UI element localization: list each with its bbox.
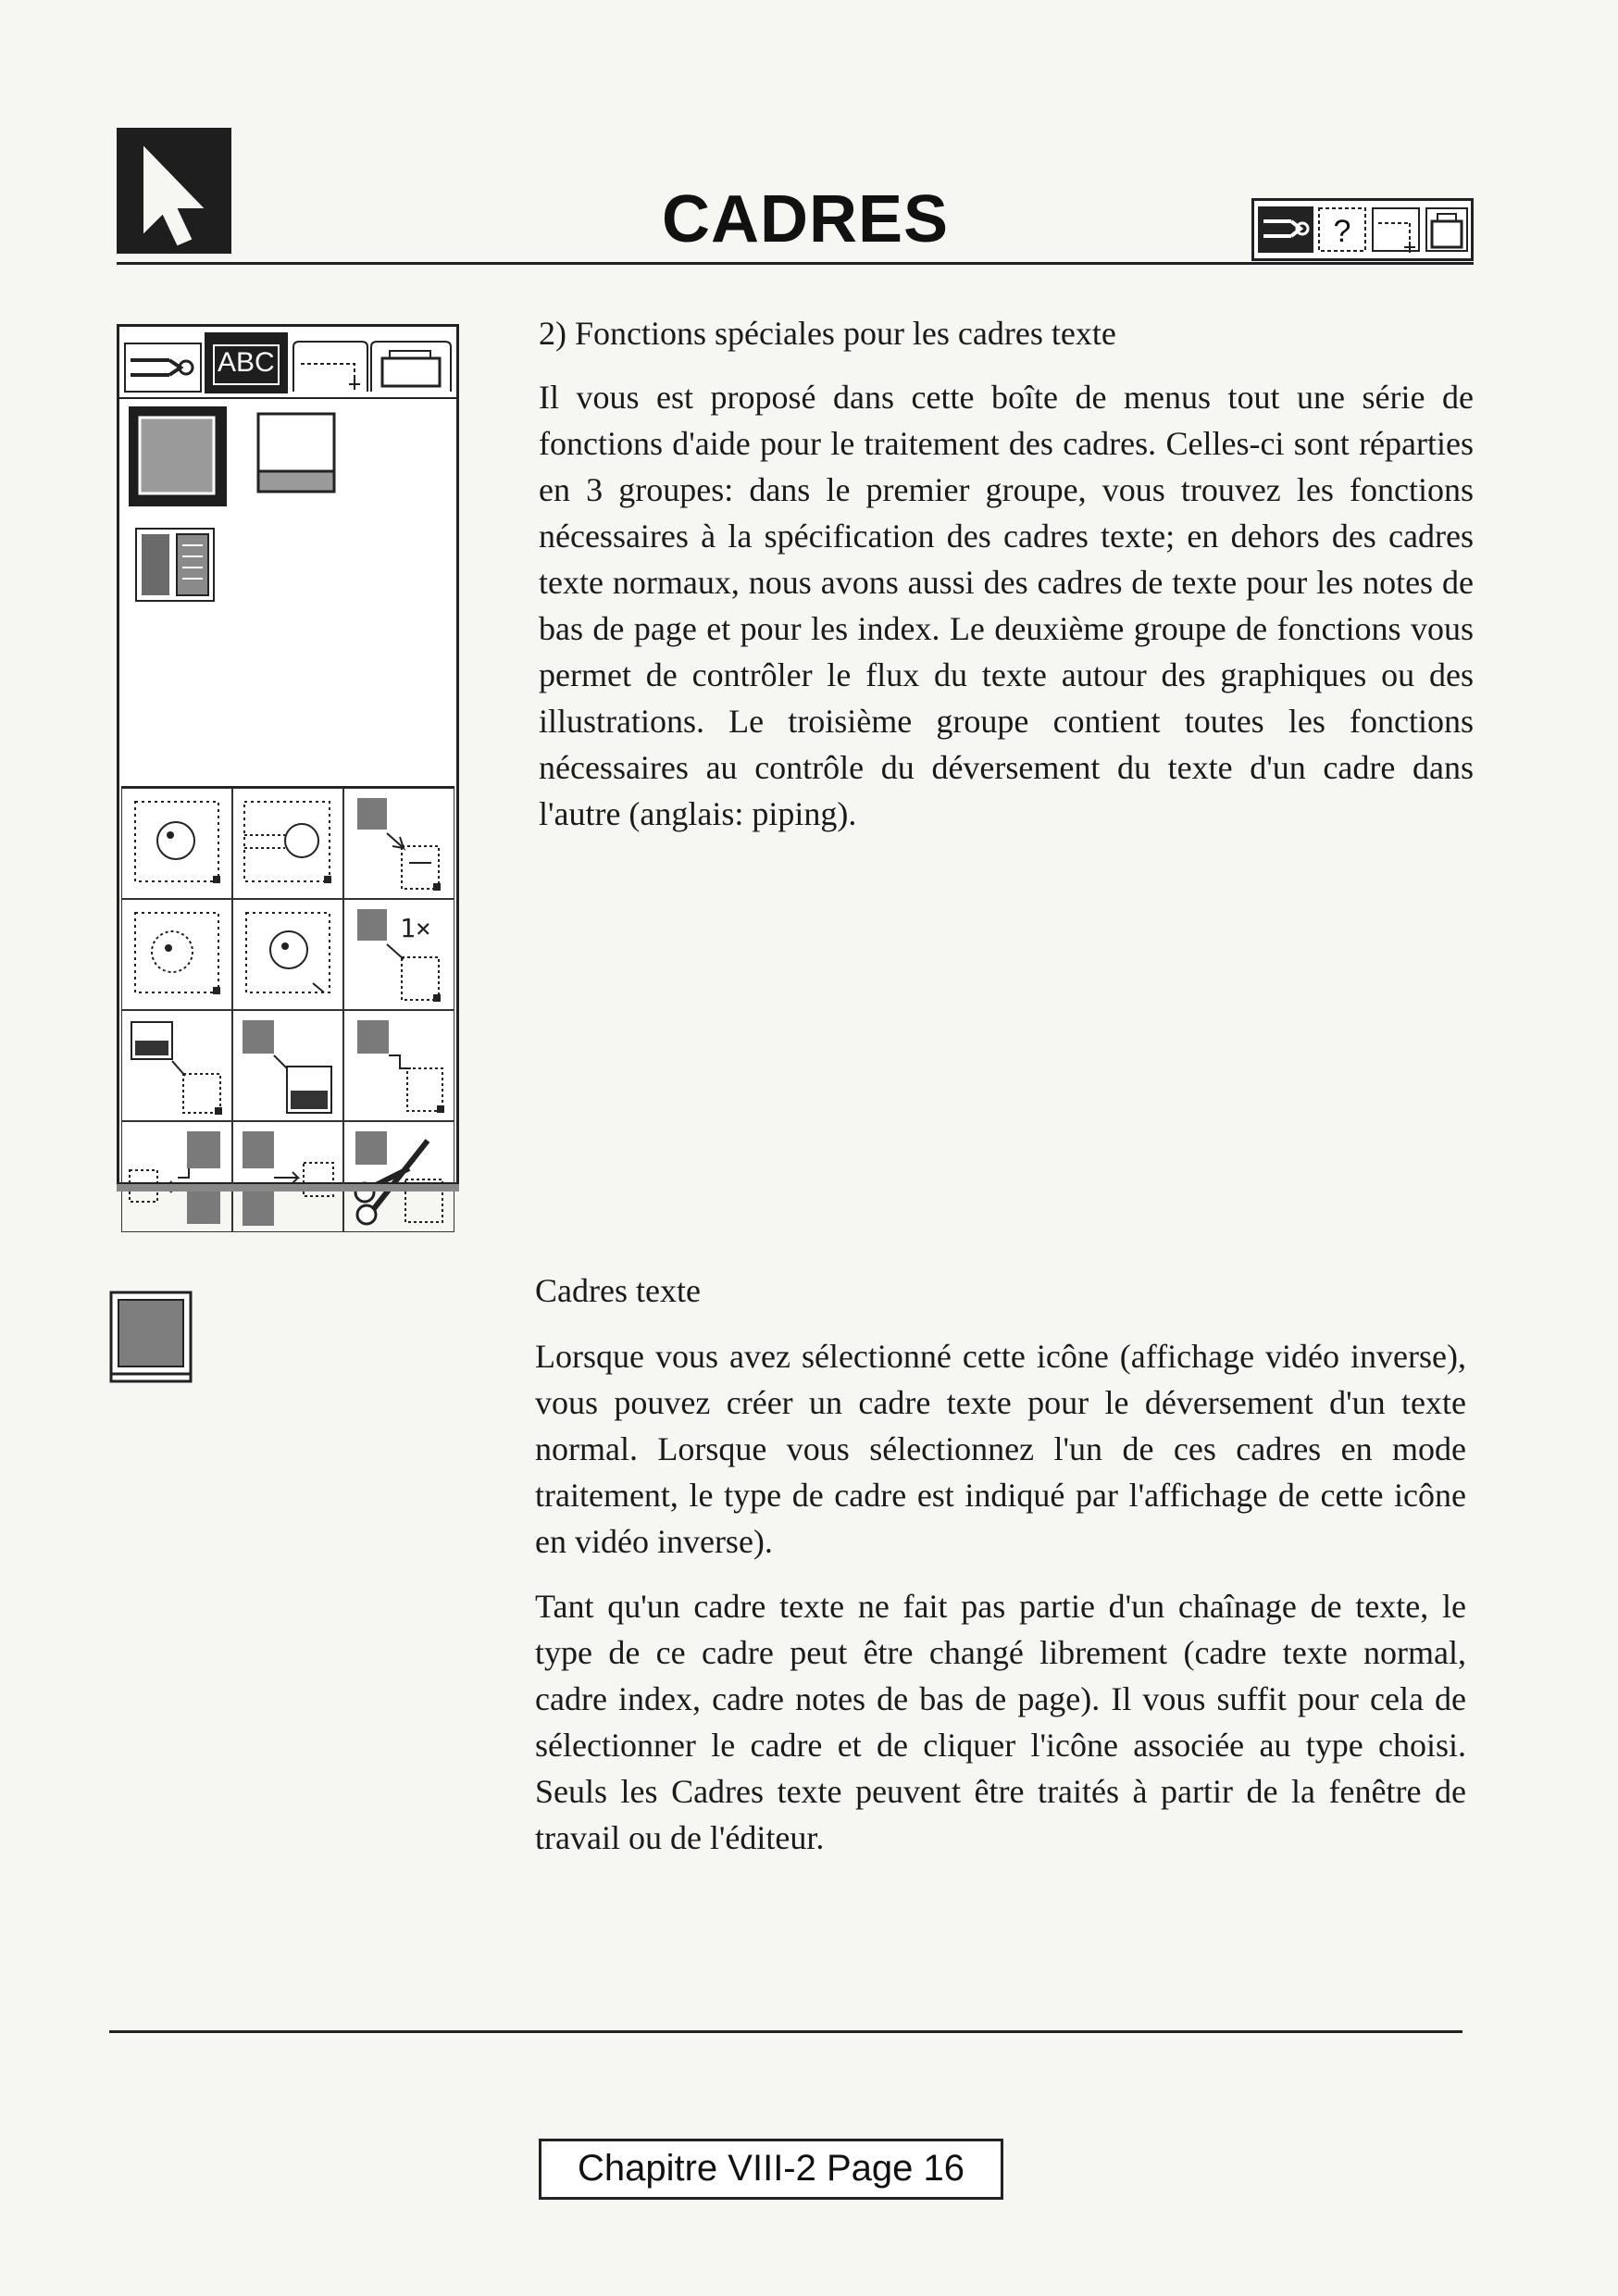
pipe-into-button[interactable] [121, 1121, 232, 1232]
tool-grid [121, 786, 454, 1177]
index-frame-icon[interactable] [136, 529, 214, 601]
section-heading-special-functions: 2) Fonctions spéciales pour les cadres texte [539, 315, 1116, 352]
tab-frame-icon[interactable] [293, 342, 367, 392]
palette-bottom-edge [117, 1184, 459, 1192]
flow-step-button[interactable] [343, 1010, 454, 1121]
tab-text-label: ABC [218, 347, 275, 378]
pipe-out-button[interactable] [232, 1121, 343, 1232]
normal-text-frame-icon[interactable] [129, 406, 227, 506]
normal-text-frame-icon [107, 1289, 194, 1385]
text-frame-palette [117, 324, 459, 1185]
footnote-frame-icon[interactable] [258, 414, 334, 492]
help-icon: ? [1333, 214, 1351, 249]
page-title: CADRES [661, 182, 950, 256]
link-frame-reverse-button[interactable] [232, 1010, 343, 1121]
piping-count-label: 1× [400, 913, 431, 943]
section-body-text-frames-2: Tant qu'un cadre texte ne fait pas partie d'un chaînage de texte, le type de ce cadre peut être changé librement (cadre texte normal, cadre index, cadre notes de bas de page). Il vous suffit pour cela de sélectionner le cadre et de cliquer l'icône associée au type choisi. Seuls les Cadres texte peuvent être traités à partir de la fenêtre de travail ou de l'éditeur. [535, 1588, 1466, 1856]
pointer-tool-icon [117, 128, 231, 254]
tab-pipe-icon[interactable] [125, 343, 201, 392]
section-body-special-functions: Il vous est proposé dans cette boîte de menus tout une série de fonctions d'aide pour le traitement des cadres. Celles-ci sont réparties en 3 groupes: dans le premier groupe, vous trouvez les fonctions nécessaires à la spécification des cadres texte; en dehors des cadres texte normaux, nous avons aussi des cadres de texte pour les notes de bas de page et pour les index. Le deuxième groupe de fonctions vous permet de contrôler le flux du texte autour des graphiques ou des illustrations. Le troisième groupe contient toutes les fonctions nécessaires au contrôle du déversement du texte d'un cadre dans l'autre (anglais: piping). [539, 379, 1474, 832]
wrap-contour-button[interactable] [121, 899, 232, 1010]
flow-next-frame-button[interactable] [343, 788, 454, 899]
link-frame-button[interactable] [121, 1010, 232, 1121]
footer-rule [109, 2030, 1462, 2033]
flow-once-button[interactable] [343, 899, 454, 1010]
section-body-text-frames-1: Lorsque vous avez sélectionné cette icône (affichage vidéo inverse), vous pouvez créer un cadre texte pour le déversement d'un texte normal. Lorsque vous sélectionnez l'un de ces cadres en mode traitement, le type de cadre est indiqué par l'affichage de cette icône en vidéo inverse). [535, 1338, 1466, 1560]
wrap-around-graphic-button[interactable] [121, 788, 232, 899]
tab-box-icon[interactable] [371, 342, 451, 392]
palette-tabs [119, 327, 456, 399]
cut-pipe-button[interactable] [343, 1121, 454, 1232]
section-heading-text-frames: Cadres texte [535, 1272, 701, 1309]
header-icon-strip [1251, 198, 1474, 261]
header-rule [117, 262, 1474, 265]
wrap-offset-graphic-button[interactable] [232, 788, 343, 899]
page-number-label: Chapitre VIII-2 Page 16 [539, 2139, 1003, 2200]
wrap-contour-alt-button[interactable] [232, 899, 343, 1010]
